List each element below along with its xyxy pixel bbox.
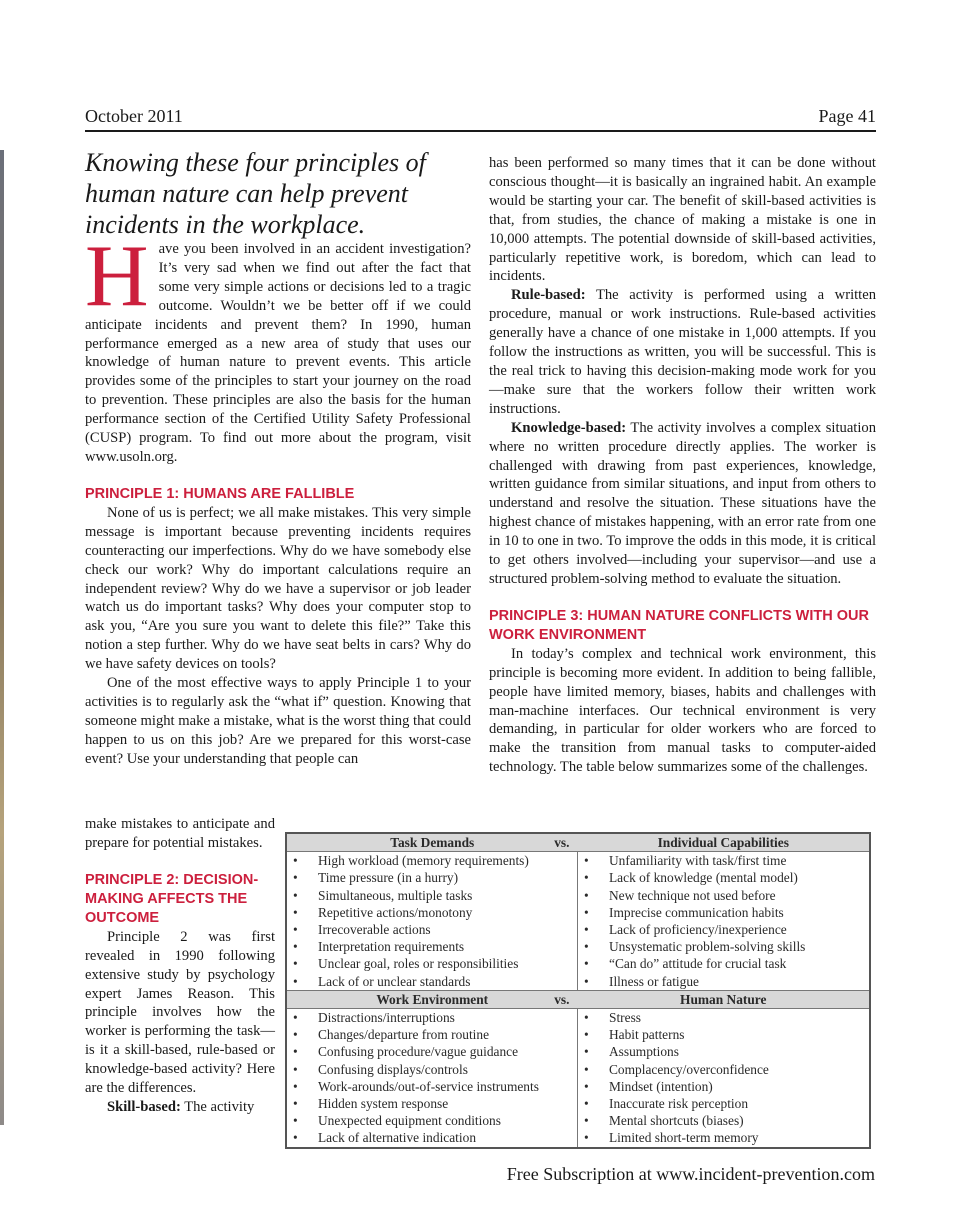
page-header (85, 102, 876, 132)
work-environment-cell (286, 1009, 578, 1148)
principle-1-paragraph-2: One of the most effective ways to apply Principle 1 to your activities is to regularly ask the “what if” question. Knowing that someone might make a mistake, what is the worst thing that could happen to us on this job? Are we prepared for this worst-case event? Use your understanding that people can (85, 675, 471, 767)
list-item: • Work-arounds/out-of-service instruments (287, 1078, 577, 1095)
list-item: • Simultaneous, multiple tasks (287, 887, 577, 904)
rule-based-text: The activity is performed using a written procedure, manual or work instructions. Rule-based activities generally have a chance of one mistake in 1,000 attempts. If you follow the instructions as written, you will be successful. This is the real trick to having this decision-making mode work for you—make sure that the workers follow their written work instructions. (489, 287, 877, 417)
vs-label: vs. (554, 835, 570, 850)
list-item: • Confusing displays/controls (287, 1061, 577, 1078)
list-item: • Lack of knowledge (mental model) (578, 869, 869, 886)
list-item: • Inaccurate risk perception (578, 1095, 869, 1112)
skill-based-paragraph-start (85, 1098, 275, 1117)
table-header-cell (286, 990, 578, 1008)
article-tagline: Knowing these four principles of human nature can help prevent incidents in the workplace. (85, 148, 426, 239)
human-nature-list (578, 1009, 869, 1147)
page-edge-photo-strip (0, 150, 4, 1125)
rule-based-paragraph (489, 286, 876, 418)
list-item: • Mental shortcuts (biases) (578, 1112, 869, 1129)
principle-1-paragraph-2-continued: make mistakes to anticipate and prepare for potential mistakes. (85, 816, 275, 851)
list-item: • Lack of or unclear standards (287, 973, 577, 990)
list-item: • Habit patterns (578, 1026, 869, 1043)
principle-3-heading: PRINCIPLE 3: HUMAN NATURE CONFLICTS WITH OUR WORK ENVIRONMENT (489, 607, 869, 643)
skill-based-label: Skill-based: (107, 1098, 181, 1115)
drop-cap: H (85, 228, 149, 325)
intro-paragraph (85, 228, 471, 467)
list-item: • Hidden system response (287, 1095, 577, 1112)
table-header-row (286, 833, 870, 852)
issue-date: October 2011 (85, 106, 183, 126)
vs-label: vs. (554, 991, 570, 1007)
principle-2-heading: PRINCIPLE 2: DECISION-MAKING AFFECTS THE OUTCOME (85, 871, 259, 926)
list-item: • Lack of proficiency/inexperience (578, 921, 869, 938)
list-item: • High workload (memory requirements) (287, 852, 577, 869)
list-item: • Changes/departure from routine (287, 1026, 577, 1043)
table-row (286, 1009, 870, 1148)
list-item: • Lack of alternative indication (287, 1129, 577, 1146)
list-item: • Limited short-term memory (578, 1129, 869, 1146)
list-item: • Illness or fatigue (578, 973, 869, 990)
list-item: • Complacency/overconfidence (578, 1061, 869, 1078)
list-item: • New technique not used before (578, 887, 869, 904)
knowledge-based-text: The activity involves a complex situation where no written procedure directly applies. The worker is challenged with drawing from past experiences, knowledge, written guidance from similar situations, and input from others to understand and resolve the situation. These situations have the highest chance of mistakes happening, with an error rate from one in 10 to one in two. To improve the odds in this mode, it is critical to get others involved—including your supervisor—and use a structured problem-solving method to evaluate the situation. (489, 419, 876, 587)
knowledge-based-label: Knowledge-based: (511, 419, 627, 436)
demands-vs-capabilities-table (285, 832, 871, 1149)
skill-based-text-start: The activity (184, 1098, 255, 1115)
rule-based-label: Rule-based: (511, 287, 586, 304)
list-item: • Irrecoverable actions (287, 921, 577, 938)
task-demands-cell (286, 852, 578, 991)
page-number: Page 41 (818, 106, 876, 126)
list-item: • Mindset (intention) (578, 1078, 869, 1095)
human-nature-header: Human Nature (578, 990, 871, 1008)
list-item: • Unexpected equipment conditions (287, 1112, 577, 1129)
list-item: • Unsystematic problem-solving skills (578, 938, 869, 955)
below-left-column (85, 815, 275, 1117)
work-environment-header: Work Environment (376, 991, 489, 1007)
principle-1-paragraph-1: None of us is perfect; we all make mistakes. This very simple message is important because preventing incidents requires counteracting our imperfections. Why do we have somebody else check our work? Why do important calculations require an independent review? Why do we have a supervisor or job leader watch us do important tasks? Why does your computer stop to ask you, “Are you sure you want to delete this file?” Take this notion a step further. Why do we have seat belts in cars? Why do we have safety devices on tools? (85, 504, 471, 673)
individual-capabilities-list (578, 852, 869, 990)
table-row (286, 852, 870, 991)
individual-capabilities-header: Individual Capabilities (578, 833, 871, 852)
right-column (489, 154, 876, 777)
list-item: • Interpretation requirements (287, 938, 577, 955)
human-nature-cell (578, 1009, 871, 1148)
task-demands-header: Task Demands (390, 835, 475, 850)
table-header-row (286, 990, 870, 1008)
subscription-footer: Free Subscription at www.incident-prevention.com (506, 1164, 875, 1184)
intro-text: ave you been involved in an accident investigation? It’s very sad when we find out after the fact that some very simple actions or decisions led to a tragic outcome. Wouldn’t we be better off if we could anticipate incidents and prevent them? In 1990, human performance emerged as a new area of study that uses our knowledge of human nature to prevent events. This article provides some of the principles to start your journey on the road to prevention. These principles are also the basis for the human performance section of the Certified Utility Safety Professional (CUSP) program. To find out more about the program, visit www.usoln.org. (85, 241, 471, 465)
list-item: • Confusing procedure/vague guidance (287, 1043, 577, 1060)
principle-1-heading: PRINCIPLE 1: HUMANS ARE FALLIBLE (85, 485, 355, 502)
table-header-cell (286, 833, 578, 852)
list-item: • Time pressure (in a hurry) (287, 869, 577, 886)
list-item: • Unclear goal, roles or responsibilities (287, 955, 577, 972)
list-item: • “Can do” attitude for crucial task (578, 955, 869, 972)
principle-2-paragraph: Principle 2 was first revealed in 1990 following extensive study by psychology expert James Reason. This principle involves how the worker is performing the task—is it a skill-based, rule-based or knowledge-based activity? Here are the differences. (85, 928, 275, 1097)
left-column (85, 147, 471, 769)
skill-based-text-continued: has been performed so many times that it can be done without conscious thought—it is basically an ingrained habit. An example would be starting your car. The benefit of skill-based activities is that, from studies, the chance of making a mistake is one in 10,000 attempts. The potential downside of skill-based activities, particularly repetitive work, is boredom, which can lead to incidents. (489, 155, 876, 285)
list-item: • Stress (578, 1009, 869, 1026)
individual-capabilities-cell (578, 852, 871, 991)
list-item: • Assumptions (578, 1043, 869, 1060)
list-item: • Unfamiliarity with task/first time (578, 852, 869, 869)
list-item: • Imprecise communication habits (578, 904, 869, 921)
task-demands-list (287, 852, 577, 990)
list-item: • Repetitive actions/monotony (287, 904, 577, 921)
list-item: • Distractions/interruptions (287, 1009, 577, 1026)
principle-3-paragraph: In today’s complex and technical work environment, this principle is becoming more evident. In addition to being fallible, people have limited memory, biases, habits and challenges with man-machine interfaces. Our technical environment is very demanding, in particular for older workers who are forced to make the transition from manual tasks to computer-aided technology. The table below summarizes some of the challenges. (489, 645, 876, 776)
work-environment-list (287, 1009, 577, 1147)
knowledge-based-paragraph (489, 419, 876, 589)
